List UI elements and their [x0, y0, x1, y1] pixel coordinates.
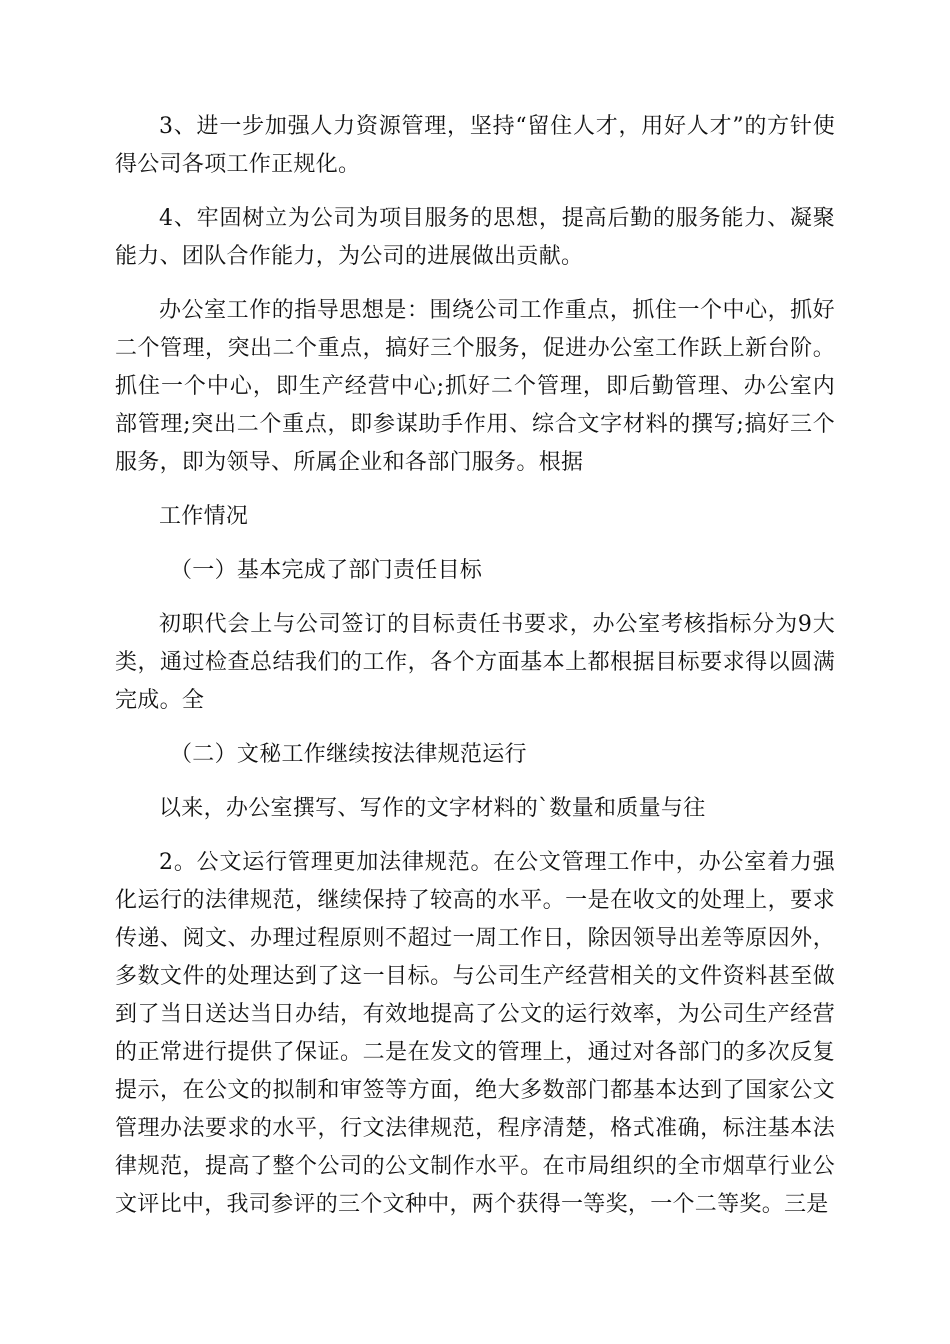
paragraph-target-assessment: 初职代会上与公司签订的目标责任书要求，办公室考核指标分为9大类，通过检查总结我们的工作，各个方面基本上都根据目标要求得以圆满完成。全 — [115, 612, 835, 713]
paragraph-guiding-principle: 办公室工作的指导思想是：围绕公司工作重点，抓住一个中心，抓好二个管理，突出二个重点，搞好三个服务，促进办公室工作跃上新台阶。抓住一个中心，即生产经营中心;抓好二个管理，即后勤管理、办公室内部管理;突出二个重点，即参谋助手作用、综合文字材料的撰写;搞好三个服务，即为领导、所属企业和各部门服务。根据 — [115, 298, 835, 475]
section-heading-work-status: 工作情况 — [159, 504, 249, 529]
paragraph-service-mindset: 4、牢固树立为公司为项目服务的思想，提高后勤的服务能力、凝聚能力、团队合作能力，为公司的进展做出贡献。 — [115, 206, 835, 269]
subheading-responsibility-targets: （一）基本完成了部门责任目标 — [170, 558, 483, 583]
paragraph-document-management: 2。公文运行管理更加法律规范。在公文管理工作中，办公室着力强化运行的法律规范，继续保持了较高的水平。一是在收文的处理上，要求传递、阅文、办理过程原则不超过一周工作日，除因领导出差等原因外，多数文件的处理达到了这一目标。与公司生产经营相关的文件资料甚至做到了当日送达当日办结，有效地提高了公文的运行效率，为公司生产经营的正常进行提供了保证。二是在发文的管理上，通过对各部门的多次反复提示，在公文的拟制和审签等方面，绝大多数部门都基本达到了国家公文管理办法要求的水平，行文法律规范，程序清楚，格式准确，标注基本法律规范，提高了整个公司的公文制作水平。在市局组织的全市烟草行业公文评比中，我司参评的三个文种中，两个获得一等奖，一个二等奖。三是 — [115, 850, 835, 1217]
subheading-secretarial-work: （二）文秘工作继续按法律规范运行 — [170, 742, 527, 767]
paragraph-hr-management: 3、进一步加强人力资源管理，坚持“留住人才，用好人才”的方针使得公司各项工作正规化。 — [115, 114, 835, 177]
document-body — [115, 108, 835, 1240]
paragraph-written-materials: 以来，办公室撰写、写作的文字材料的`数量和质量与往 — [159, 796, 706, 821]
